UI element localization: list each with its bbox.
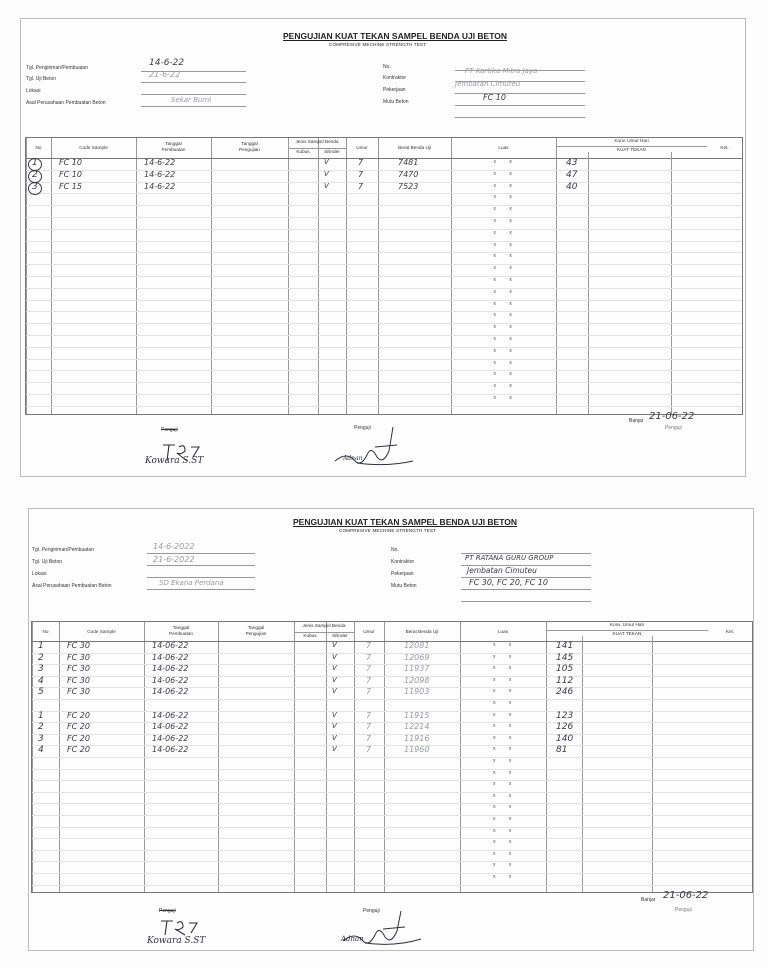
footer-penguji-mid: Penguji <box>363 908 380 914</box>
luas-placeholder: x x <box>493 241 518 248</box>
test-form-2 <box>28 508 754 951</box>
luas-placeholder: x x <box>493 170 518 177</box>
row-umur: 7 <box>366 664 372 674</box>
header-silinder: Silinder <box>332 632 348 638</box>
luas-placeholder: x x <box>493 182 518 189</box>
row-tgl: 14-6-22 <box>144 158 176 167</box>
luas-placeholder: x x <box>493 804 518 811</box>
row-line <box>26 347 742 348</box>
signature-left-name: Kowara S.ST <box>147 936 206 946</box>
row-line <box>32 687 752 688</box>
luas-placeholder: x x <box>493 218 518 224</box>
luas-placeholder: x x <box>493 312 518 319</box>
header-jenis: Jenis Sampel Benda <box>295 139 339 144</box>
header-text: Tanggal <box>172 625 190 630</box>
header-umur <box>354 629 384 635</box>
row-line <box>32 792 752 793</box>
row-line <box>32 803 752 804</box>
row-kuat: 43 <box>566 158 578 168</box>
row-line <box>32 861 752 862</box>
row-code: FC 20 <box>67 733 90 743</box>
label-tgl-pengiriman: Tgl. Pengiriman/Pembuatan <box>26 65 88 71</box>
row-line <box>26 264 742 265</box>
row-line <box>32 838 752 839</box>
row-line <box>32 873 752 874</box>
value-pekerjaan: Jembatan Cimuteu <box>455 80 521 88</box>
row-berat: 12069 <box>404 652 430 662</box>
footer-banjar: Banjar <box>641 897 656 903</box>
row-line <box>26 370 742 371</box>
form-subtitle: COMPRESIVE MECHINE STRENGTH TEST <box>339 528 437 533</box>
row-code: FC 30 <box>67 675 90 685</box>
row-line <box>26 252 742 253</box>
row-line <box>26 193 742 194</box>
label-lokasi: Lokasi <box>26 88 41 94</box>
row-line <box>32 815 752 816</box>
row-no: 2 <box>38 722 44 733</box>
header-berat <box>384 629 460 635</box>
row-silinder: V <box>324 169 329 178</box>
row-umur: 7 <box>366 722 372 732</box>
row-line <box>32 780 752 781</box>
header-kubus: Kubus <box>296 149 310 154</box>
footer-penguji-right: Penguji <box>665 425 682 431</box>
row-line <box>26 359 742 360</box>
row-line <box>26 382 742 383</box>
row-no: 1 <box>38 641 44 651</box>
date-signed: 21-06-22 <box>649 411 695 422</box>
header-text: Pengujian <box>239 147 260 152</box>
row-no: 3 <box>38 733 44 744</box>
row-tgl: 14-06-22 <box>152 722 189 732</box>
signature-left-name: Kowara S.ST <box>145 456 204 466</box>
label-kontraktor: Kontraktor <box>391 559 415 565</box>
header-text: Tanggal <box>165 141 182 146</box>
header-divider <box>26 158 742 159</box>
row-line <box>32 885 752 886</box>
row-umur: 7 <box>366 675 372 685</box>
luas-placeholder: x x <box>493 288 518 295</box>
row-kuat: 140 <box>556 733 574 744</box>
footer-penguji-mid: Penguji <box>354 425 371 431</box>
test-form-1 <box>20 18 746 477</box>
row-code: FC 30 <box>67 664 90 674</box>
luas-placeholder: x x <box>493 336 518 342</box>
label-pekerjaan: Pekerjaan <box>391 571 414 577</box>
header-text: No <box>35 145 42 150</box>
header-text: Berat Benda Uji <box>405 628 439 634</box>
luas-placeholder: x x <box>493 265 518 272</box>
row-silinder: V <box>332 652 337 661</box>
signature-mid-name: Adnan <box>341 935 364 943</box>
header-text: No <box>42 628 49 634</box>
header-konv: Konv. Umur Hari <box>609 622 645 627</box>
label-kontraktor: Kontraktor <box>383 75 407 81</box>
row-code: FC 10 <box>59 158 82 167</box>
row-line <box>26 217 742 218</box>
row-line <box>32 711 752 712</box>
row-umur: 7 <box>358 181 364 191</box>
row-line <box>32 745 752 746</box>
row-silinder: V <box>332 745 337 754</box>
row-umur: 7 <box>358 169 364 179</box>
label-lokasi: Lokasi <box>32 571 47 577</box>
header-jenis: Jenis Sampel Benda <box>302 623 346 628</box>
row-line <box>32 757 752 758</box>
luas-placeholder: x x <box>493 746 518 753</box>
footer-banjar: Banjar <box>629 418 644 424</box>
header-tgl-pembuatan <box>144 625 218 637</box>
row-umur: 7 <box>358 158 364 167</box>
row-tgl: 14-6-22 <box>144 181 176 191</box>
row-berat: 7523 <box>398 181 419 191</box>
row-berat: 11903 <box>404 687 430 697</box>
row-no: 4 <box>38 745 44 756</box>
form-subtitle: COMPRESIVE MECHINE STRENGTH TEST <box>329 42 427 47</box>
row-line <box>26 311 742 312</box>
luas-placeholder: x x <box>493 734 518 741</box>
row-tgl: 14-06-22 <box>152 652 189 662</box>
row-code: FC 30 <box>67 652 90 662</box>
luas-placeholder: x x <box>493 816 518 822</box>
signature-mid-name: Adnan <box>343 455 363 462</box>
row-umur: 7 <box>366 745 372 755</box>
header-text: Pembuatan <box>161 147 186 152</box>
value-mutu: FC 10 <box>483 93 506 102</box>
luas-placeholder: x x <box>493 850 518 857</box>
value-asal: Sekar Bumi <box>171 96 212 104</box>
header-text: Pembuatan <box>169 631 193 636</box>
header-text: Umur <box>356 145 368 150</box>
row-berat: 12081 <box>404 641 430 650</box>
row-tgl: 14-06-22 <box>152 675 189 685</box>
value-kontraktor: PT RATANA GURU GROUP <box>465 554 554 562</box>
value-tgl-uji: 21-6-2022 <box>153 555 195 564</box>
row-silinder: V <box>332 722 337 731</box>
luas-placeholder: x x <box>493 159 518 165</box>
row-line <box>26 335 742 336</box>
value-mutu: FC 30, FC 20, FC 10 <box>469 578 548 587</box>
value-asal: SD Ekana Perdana <box>159 579 224 587</box>
value-tgl-pengiriman: 14-6-2022 <box>153 542 195 551</box>
header-umur <box>346 145 378 151</box>
row-tgl: 14-06-22 <box>152 733 189 743</box>
row-no: 2 <box>32 169 38 180</box>
luas-placeholder: x x <box>493 653 518 660</box>
header-code <box>51 145 136 151</box>
row-umur: 7 <box>366 652 372 662</box>
header-ket <box>708 629 752 635</box>
row-line <box>26 170 742 171</box>
row-line <box>32 850 752 851</box>
footer-penguji-left: Penguji <box>161 427 178 433</box>
row-tgl: 14-06-22 <box>152 710 189 720</box>
luas-placeholder: x x <box>493 827 518 834</box>
row-line <box>32 827 752 828</box>
label-asal: Asal Perusahaan Pembuatan Beton <box>32 583 112 589</box>
row-code: FC 20 <box>67 710 90 720</box>
row-code: FC 10 <box>59 169 82 179</box>
row-line <box>26 205 742 206</box>
row-no: 5 <box>38 687 44 698</box>
row-silinder: V <box>332 675 337 684</box>
row-no: 3 <box>38 664 44 675</box>
header-tgl-pembuatan <box>136 141 211 153</box>
kuat-divider <box>652 636 653 893</box>
row-kuat: 145 <box>556 652 574 663</box>
row-berat: 12214 <box>404 722 430 732</box>
signature-mid <box>327 421 417 473</box>
luas-placeholder: x x <box>493 862 518 869</box>
row-kuat: 246 <box>556 687 574 698</box>
value-tgl-pengiriman: 14-6-22 <box>149 58 185 68</box>
row-silinder: V <box>332 710 337 719</box>
row-no: 2 <box>38 652 44 663</box>
row-berat: 12098 <box>404 675 430 685</box>
row-kuat: 126 <box>556 722 574 733</box>
luas-placeholder: x x <box>493 792 518 799</box>
luas-placeholder: x x <box>493 676 518 683</box>
header-no <box>32 629 59 635</box>
luas-placeholder: x x <box>493 711 518 718</box>
row-line <box>26 323 742 324</box>
row-no: 4 <box>38 675 44 686</box>
value-tgl-uji: 21-6-22 <box>149 70 181 79</box>
row-tgl: 14-06-22 <box>152 745 189 755</box>
header-text: Luas <box>497 628 509 634</box>
header-text: Code Sample <box>79 145 108 150</box>
kuat-divider <box>588 152 589 414</box>
row-code: FC 15 <box>59 181 82 191</box>
row-line <box>32 722 752 723</box>
luas-placeholder: x x <box>493 769 518 776</box>
row-kuat: 112 <box>556 675 574 686</box>
row-silinder: V <box>332 687 337 696</box>
luas-placeholder: x x <box>493 642 518 648</box>
form-title: PENGUJIAN KUAT TEKAN SAMPEL BENDA UJI BETON <box>293 517 518 527</box>
header-tgl-pengujian <box>211 141 288 153</box>
row-berat: 11915 <box>404 710 430 720</box>
row-tgl: 14-06-22 <box>152 641 189 650</box>
label-pekerjaan: Pekerjaan <box>383 87 406 93</box>
row-line <box>26 229 742 230</box>
row-silinder: V <box>324 158 329 166</box>
header-code <box>59 629 144 635</box>
label-mutu: Mutu Beton <box>383 99 409 105</box>
header-kuat: KUAT TEKAN <box>617 147 646 152</box>
row-code: FC 20 <box>67 722 90 732</box>
header-text: Tanggal <box>247 625 265 630</box>
form-title: PENGUJIAN KUAT TEKAN SAMPEL BENDA UJI BETON <box>283 31 508 41</box>
header-text: Luas <box>498 145 509 150</box>
luas-placeholder: x x <box>493 874 518 880</box>
luas-placeholder: x x <box>493 723 518 730</box>
luas-placeholder: x x <box>493 206 518 213</box>
header-text: Code Sample <box>87 628 116 634</box>
date-signed: 21-06-22 <box>663 890 709 901</box>
row-berat: 11916 <box>404 733 430 743</box>
row-line <box>26 394 742 395</box>
row-line <box>32 734 752 735</box>
label-mutu: Mutu Beton <box>391 583 417 589</box>
row-silinder: V <box>332 733 337 742</box>
row-no: 1 <box>32 158 38 168</box>
row-line <box>26 276 742 277</box>
header-text: Tanggal <box>241 141 258 146</box>
row-umur: 7 <box>366 687 372 697</box>
header-kuat: KUAT TEKAN <box>612 630 642 636</box>
value-pekerjaan: Jembatan Cimuteu <box>467 566 537 575</box>
row-code: FC 30 <box>67 641 90 650</box>
row-berat: 11937 <box>404 664 430 674</box>
row-berat: 7470 <box>398 169 419 179</box>
label-no: No. <box>391 547 399 553</box>
label-no: No. <box>383 64 391 70</box>
luas-placeholder: x x <box>493 359 518 366</box>
label-tgl-uji: Tgl. Uji Beton <box>26 76 57 82</box>
header-luas <box>460 629 546 635</box>
header-divider <box>32 641 752 642</box>
value-kontraktor: PT Kartika Mitra Jaya <box>465 67 538 75</box>
row-silinder: V <box>332 664 337 673</box>
row-berat: 11960 <box>404 745 430 755</box>
row-tgl: 14-06-22 <box>152 687 189 697</box>
row-line <box>26 241 742 242</box>
label-tgl-pengiriman: Tgl. Pengiriman/Pembuatan <box>32 547 94 553</box>
row-line <box>32 699 752 700</box>
header-text: Ket. <box>725 628 735 634</box>
row-kuat: 47 <box>566 169 578 180</box>
row-silinder: V <box>332 641 337 649</box>
kuat-divider <box>582 636 583 893</box>
results-table-1 <box>25 137 743 415</box>
row-kuat: 81 <box>556 745 568 756</box>
row-line <box>26 288 742 289</box>
row-line <box>26 406 742 407</box>
header-text: Pengujian <box>245 631 267 636</box>
luas-placeholder: x x <box>493 839 518 846</box>
header-berat <box>378 145 451 151</box>
header-silinder: Silinder <box>324 149 340 154</box>
footer-penguji-left: Penguji <box>159 908 176 914</box>
header-luas <box>451 145 556 151</box>
label-asal: Asal Perusahaan Pembuatan Beton <box>26 100 106 106</box>
header-konv: Konv. Umur Hari <box>614 138 649 143</box>
row-line <box>26 182 742 183</box>
row-kuat: 40 <box>566 181 578 192</box>
luas-placeholder: x x <box>493 229 518 236</box>
row-no: 1 <box>38 710 44 721</box>
row-code: FC 20 <box>67 745 90 755</box>
luas-placeholder: x x <box>493 300 518 307</box>
row-line <box>26 300 742 301</box>
row-line <box>32 676 752 677</box>
luas-placeholder: x x <box>493 253 518 260</box>
results-table-2 <box>31 621 753 893</box>
row-tgl: 14-6-22 <box>144 169 176 179</box>
luas-placeholder: x x <box>493 395 518 401</box>
header-ket <box>707 145 742 151</box>
row-kuat: 123 <box>556 710 574 721</box>
row-line <box>32 769 752 770</box>
kuat-divider <box>671 152 672 414</box>
luas-placeholder: x x <box>493 371 518 378</box>
luas-placeholder: x x <box>493 277 518 283</box>
header-text: Ket. <box>720 145 729 150</box>
row-line <box>32 653 752 654</box>
luas-placeholder: x x <box>493 665 518 672</box>
header-tgl-pengujian <box>218 625 294 637</box>
row-no: 3 <box>32 181 38 192</box>
row-kuat: 105 <box>556 664 574 675</box>
row-code: FC 30 <box>67 687 90 697</box>
row-umur: 7 <box>366 733 372 743</box>
row-silinder: V <box>324 181 329 190</box>
row-line <box>32 664 752 665</box>
row-berat: 7481 <box>398 158 419 167</box>
row-umur: 7 <box>366 710 372 720</box>
luas-placeholder: x x <box>493 324 518 331</box>
luas-placeholder: x x <box>493 700 518 706</box>
header-text: Berat Benda Uji <box>398 145 431 150</box>
row-no-circle <box>28 182 42 195</box>
row-kuat: 141 <box>556 641 574 651</box>
luas-placeholder: x x <box>493 194 518 201</box>
luas-placeholder: x x <box>493 347 518 354</box>
row-umur: 7 <box>366 641 372 650</box>
luas-placeholder: x x <box>493 781 518 788</box>
footer-penguji-right: Penguji <box>675 907 692 913</box>
luas-placeholder: x x <box>493 383 518 390</box>
luas-placeholder: x x <box>493 758 518 764</box>
luas-placeholder: x x <box>493 688 518 695</box>
label-tgl-uji: Tgl. Uji Beton <box>32 559 63 565</box>
header-text: Umur <box>363 628 375 634</box>
header-no <box>26 145 51 151</box>
header-kubus: Kubus <box>303 632 317 638</box>
row-tgl: 14-06-22 <box>152 664 189 674</box>
